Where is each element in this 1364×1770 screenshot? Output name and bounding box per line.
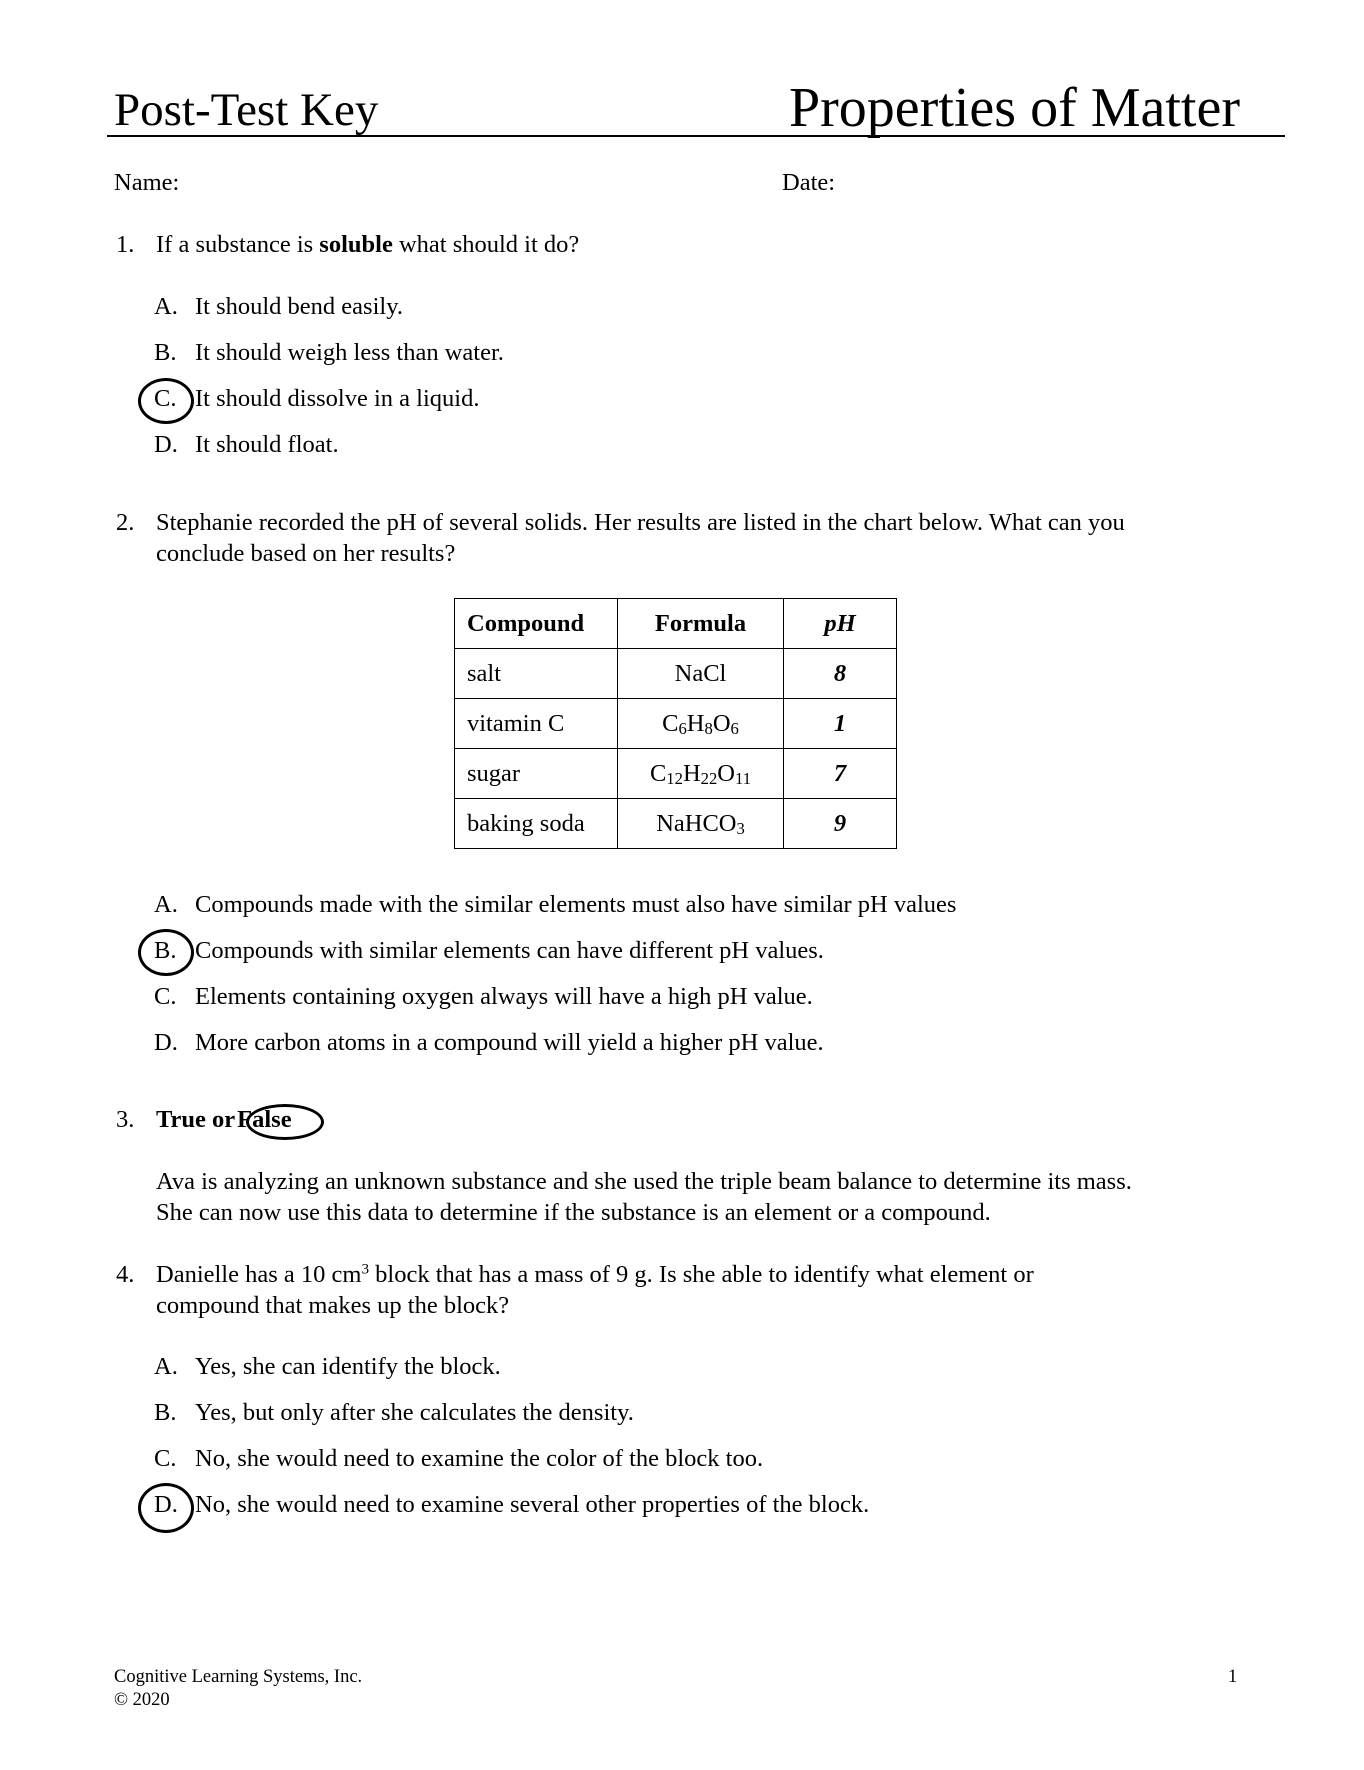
option-letter: A. <box>154 1353 178 1380</box>
superscript: 3 <box>361 1260 370 1278</box>
question-keyword: soluble <box>319 231 393 258</box>
option-text: No, she would need to examine several other properties of the block. <box>195 1491 870 1518</box>
option-text: Yes, she can identify the block. <box>195 1353 501 1380</box>
option-letter: A. <box>154 891 178 918</box>
page-title-right: Properties of Matter <box>789 77 1240 139</box>
table-row <box>455 799 897 849</box>
question-text: conclude based on her results? <box>156 540 456 567</box>
compound-cell: vitamin C <box>455 699 618 749</box>
table-header: pH <box>784 599 897 649</box>
option-text: It should float. <box>195 431 339 458</box>
option-letter: D. <box>154 1029 178 1056</box>
table-header: Compound <box>455 599 618 649</box>
option-letter: D. <box>154 1491 178 1518</box>
formula-subscript: 6 <box>678 718 687 738</box>
question-text-part: Danielle has a 10 cm <box>156 1261 362 1288</box>
option-letter: B. <box>154 937 177 964</box>
answer-circle <box>138 378 194 424</box>
answer-circle <box>138 929 194 976</box>
option-letter: C. <box>154 983 177 1010</box>
question-text: Stephanie recorded the pH of several solids. Her results are listed in the chart below. What can you <box>156 509 1125 536</box>
ph-table <box>454 598 897 849</box>
option-text: Compounds with similar elements can have different pH values. <box>195 937 824 964</box>
question-text: She can now use this data to determine if the substance is an element or a compound. <box>156 1199 991 1226</box>
formula-element: H <box>682 759 701 787</box>
formula-element: C <box>662 709 679 737</box>
page-number: 1 <box>1228 1667 1238 1687</box>
formula-element: H <box>686 709 705 737</box>
ph-cell: 7 <box>784 749 897 799</box>
question-text-part: If a substance is <box>156 231 320 258</box>
table-header-row <box>455 599 897 649</box>
compound-cell: sugar <box>455 749 618 799</box>
formula-cell <box>618 649 784 699</box>
ph-cell: 1 <box>784 699 897 749</box>
option-text: More carbon atoms in a compound will yield a higher pH value. <box>195 1029 824 1056</box>
formula-subscript: 11 <box>735 768 752 788</box>
option-text: It should bend easily. <box>195 293 403 320</box>
compound-cell: baking soda <box>455 799 618 849</box>
false-label: False <box>237 1106 292 1133</box>
formula-element: C <box>649 759 667 787</box>
option-letter: B. <box>154 1399 177 1426</box>
question-number: 3. <box>116 1106 135 1133</box>
option-letter: C. <box>154 1445 177 1472</box>
option-text: Elements containing oxygen always will have a high pH value. <box>195 983 813 1010</box>
true-label: True <box>156 1106 206 1133</box>
ph-cell: 8 <box>784 649 897 699</box>
formula-subscript: 22 <box>700 768 718 788</box>
header-rule <box>107 135 1285 137</box>
formula-subscript: 6 <box>730 718 739 738</box>
question-number: 1. <box>116 231 135 258</box>
answer-circle <box>246 1104 324 1140</box>
option-text: Compounds made with the similar elements must also have similar pH values <box>195 891 957 918</box>
footer-company: Cognitive Learning Systems, Inc. <box>114 1667 363 1687</box>
question-text-part: block that has a mass of 9 g. Is she able to identify what element or <box>369 1261 1034 1288</box>
option-text: It should weigh less than water. <box>195 339 504 366</box>
formula-subscript: 3 <box>736 818 745 838</box>
question-text <box>156 230 579 260</box>
option-text: No, she would need to examine the color of the block too. <box>195 1445 764 1472</box>
option-text: It should dissolve in a liquid. <box>195 385 480 412</box>
answer-circle <box>138 1483 194 1533</box>
footer-copyright: © 2020 <box>114 1690 170 1710</box>
question-text-part: what should it do? <box>392 231 580 258</box>
option-letter: D. <box>154 431 178 458</box>
table-row <box>455 749 897 799</box>
option-text: Yes, but only after she calculates the density. <box>195 1399 634 1426</box>
question-text: Ava is analyzing an unknown substance and she used the triple beam balance to determine its mass. <box>156 1168 1132 1195</box>
table-row <box>455 699 897 749</box>
date-label: Date: <box>782 169 836 196</box>
ph-cell: 9 <box>784 799 897 849</box>
formula-element: NaHCO <box>656 809 737 837</box>
question-text <box>156 1260 1034 1290</box>
question-number: 2. <box>116 509 135 536</box>
formula-subscript: 8 <box>704 718 713 738</box>
question-text: compound that makes up the block? <box>156 1292 510 1319</box>
formula-cell <box>618 749 784 799</box>
formula-cell <box>618 699 784 749</box>
formula-subscript: 12 <box>666 768 683 788</box>
page-title-left: Post-Test Key <box>114 84 379 136</box>
question-number: 4. <box>116 1261 135 1288</box>
formula-cell <box>618 799 784 849</box>
option-letter: B. <box>154 339 177 366</box>
table-header: Formula <box>618 599 784 649</box>
option-letter: C. <box>154 385 177 412</box>
formula-element: O <box>712 709 731 737</box>
option-letter: A. <box>154 293 178 320</box>
or-label: or <box>212 1106 236 1133</box>
table-row <box>455 649 897 699</box>
formula-element: NaCl <box>674 659 727 687</box>
name-label: Name: <box>114 169 180 196</box>
formula-element: O <box>717 759 735 787</box>
compound-cell: salt <box>455 649 618 699</box>
